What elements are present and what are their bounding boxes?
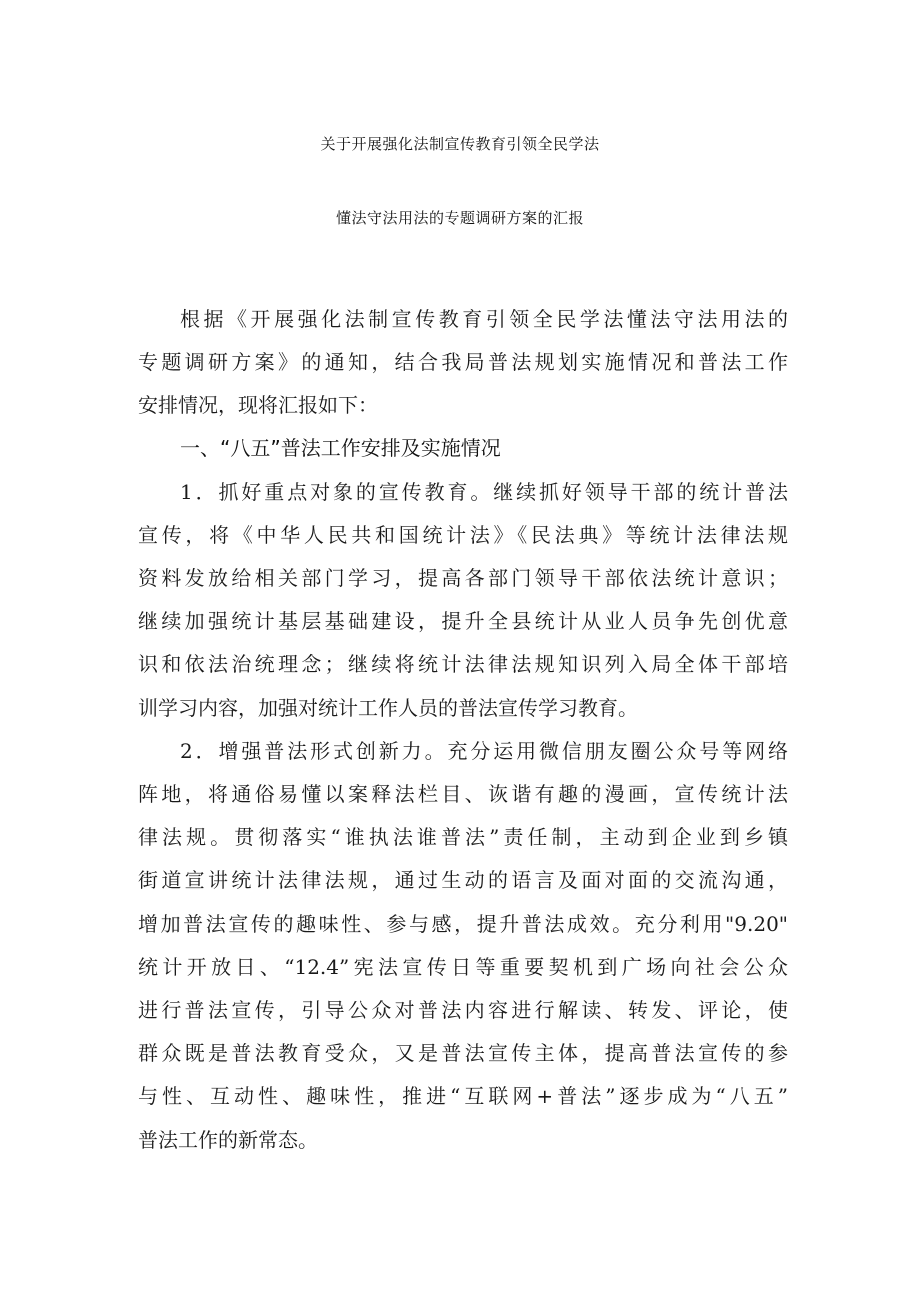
item1-line: 宣传，将《中华人民共和国统计法》《民法典》等统计法律法规 xyxy=(138,523,788,547)
intro-line: 根据《开展强化法制宣传教育引领全民学法懂法守法用法的 xyxy=(180,307,788,331)
item2-line: 进行普法宣传，引导公众对普法内容进行解读、转发、评论，使 xyxy=(138,998,788,1022)
item2-line: 律法规。贯彻落实“谁执法谁普法”责任制，主动到企业到乡镇 xyxy=(138,825,788,849)
item2-line: 阵地，将通俗易懂以案释法栏目、诙谐有趣的漫画，宣传统计法 xyxy=(138,782,788,806)
document-title-line-2: 懂法守法用法的专题调研方案的汇报 xyxy=(335,209,584,227)
item1-line: 1．抓好重点对象的宣传教育。继续抓好领导干部的统计普法 xyxy=(180,480,788,504)
item2-line: 2．增强普法形式创新力。充分运用微信朋友圈公众号等网络 xyxy=(180,739,788,763)
item2-line: 与性、互动性、趣味性，推进“互联网+普法”逐步成为“八五” xyxy=(138,1084,788,1108)
item2-line: 统计开放日、“12.4”宪法宣传日等重要契机到广场向社会公众 xyxy=(138,955,788,979)
item1-line: 识和依法治统理念；继续将统计法律法规知识列入局全体干部培 xyxy=(138,652,788,676)
item1-line: 资料发放给相关部门学习，提高各部门领导干部依法统计意识； xyxy=(138,566,788,590)
item2-line: 群众既是普法教育受众，又是普法宣传主体，提高普法宣传的参 xyxy=(138,1041,788,1065)
section-heading: 一、“八五”普法工作安排及实施情况 xyxy=(180,436,501,460)
item2-line: 街道宣讲统计法律法规，通过生动的语言及面对面的交流沟通， xyxy=(138,868,788,892)
intro-line: 安排情况，现将汇报如下： xyxy=(138,393,378,417)
intro-line: 专题调研方案》的通知，结合我局普法规划实施情况和普法工作 xyxy=(138,350,788,374)
item2-line: 普法工作的新常态。 xyxy=(138,1128,318,1152)
item1-line: 训学习内容，加强对统计工作人员的普法宣传学习教育。 xyxy=(138,696,638,720)
item2-line: 增加普法宣传的趣味性、参与感，提升普法成效。充分利用"9.20" xyxy=(138,912,788,936)
document-title-line-1: 关于开展强化法制宣传教育引领全民学法 xyxy=(320,135,600,153)
item1-line: 继续加强统计基层基础建设，提升全县统计从业人员争先创优意 xyxy=(138,609,788,633)
